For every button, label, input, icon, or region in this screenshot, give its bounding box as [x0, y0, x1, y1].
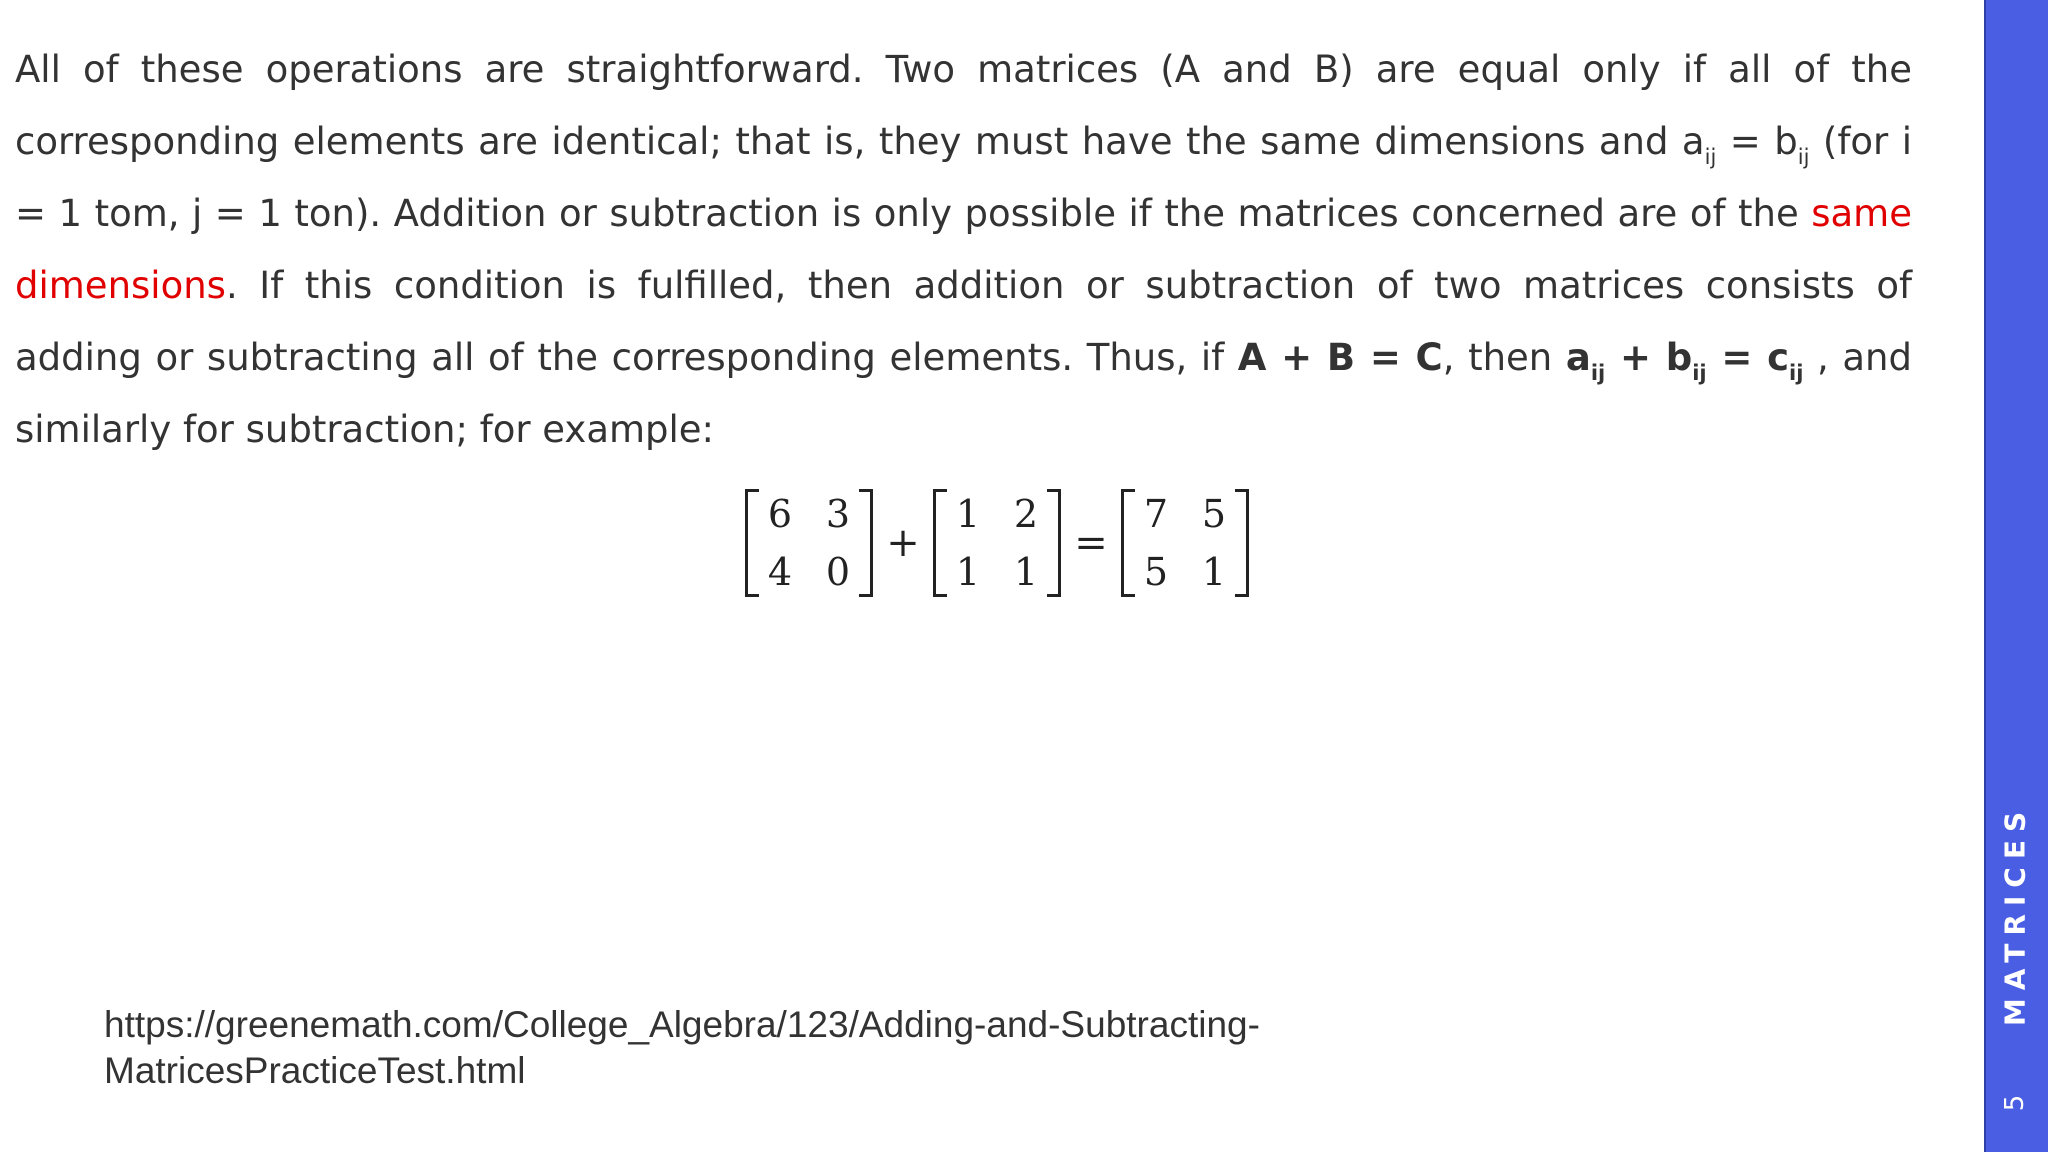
sidebar-title: MATRICES: [1998, 803, 2032, 1027]
subscript-ij: ij: [1704, 145, 1717, 169]
paragraph-text-5: , then: [1442, 336, 1566, 379]
matrix-c-cell: 5: [1143, 549, 1169, 594]
matrix-c-cell: 1: [1201, 549, 1227, 594]
matrix-b: [933, 485, 1061, 601]
matrix-b-cell: 2: [1013, 491, 1039, 536]
matrix-a: [745, 485, 873, 601]
matrix-c-cell: 7: [1143, 491, 1169, 536]
highlight-same-dimensions: same dimensions: [15, 192, 1912, 307]
paragraph-text-1: All of these operations are straightforward. Two matrices (A and B) are equal only if all of the corresponding elements are identical; that is, they must have the same dimensions and a: [15, 48, 1912, 163]
subscript-ij: ij: [1797, 145, 1810, 169]
matrix-a-cell: 4: [767, 549, 793, 594]
paragraph-text-2: = b: [1716, 120, 1798, 163]
matrix-c-cell: 5: [1201, 491, 1227, 536]
matrix-b-cell: 1: [955, 491, 981, 536]
subscript-ij: ij: [1692, 361, 1707, 385]
page-number: 5: [2000, 1094, 2030, 1112]
paragraph-text-3: (for i = 1 tom, j = 1 ton). Addition or subtraction is only possible if the matrices concerned are of the: [15, 120, 1912, 235]
bold-equals-c: = c: [1706, 336, 1789, 379]
matrix-a-cell: 3: [825, 491, 851, 536]
bold-equation-abc: A + B = C: [1237, 336, 1443, 379]
matrix-c: [1121, 485, 1249, 601]
bold-a: a: [1565, 336, 1591, 379]
bold-element-equation: [1565, 336, 1804, 385]
plus-sign: +: [886, 519, 920, 566]
paragraph-text-6: , and similarly for subtraction; for example:: [15, 336, 1912, 451]
subscript-ij: ij: [1789, 361, 1804, 385]
source-url: https://greenemath.com/College_Algebra/123/Adding-and-Subtracting-MatricesPracticeTest.html: [104, 1004, 1260, 1091]
paragraph-text-4: . If this condition is fulfilled, then addition or subtraction of two matrices consists of adding or subtracting all of the corresponding elements. Thus, if: [15, 264, 1912, 379]
matrix-a-cell: 6: [767, 491, 793, 536]
matrix-b-cell: 1: [1013, 549, 1039, 594]
body-paragraph: [15, 34, 1912, 466]
subscript-ij: ij: [1590, 361, 1606, 385]
matrix-b-cell: 1: [955, 549, 981, 594]
matrix-a-cell: 0: [825, 549, 851, 594]
equals-sign: =: [1074, 519, 1108, 566]
matrix-addition-equation: [745, 480, 1265, 605]
bold-plus-b: + b: [1605, 336, 1693, 379]
